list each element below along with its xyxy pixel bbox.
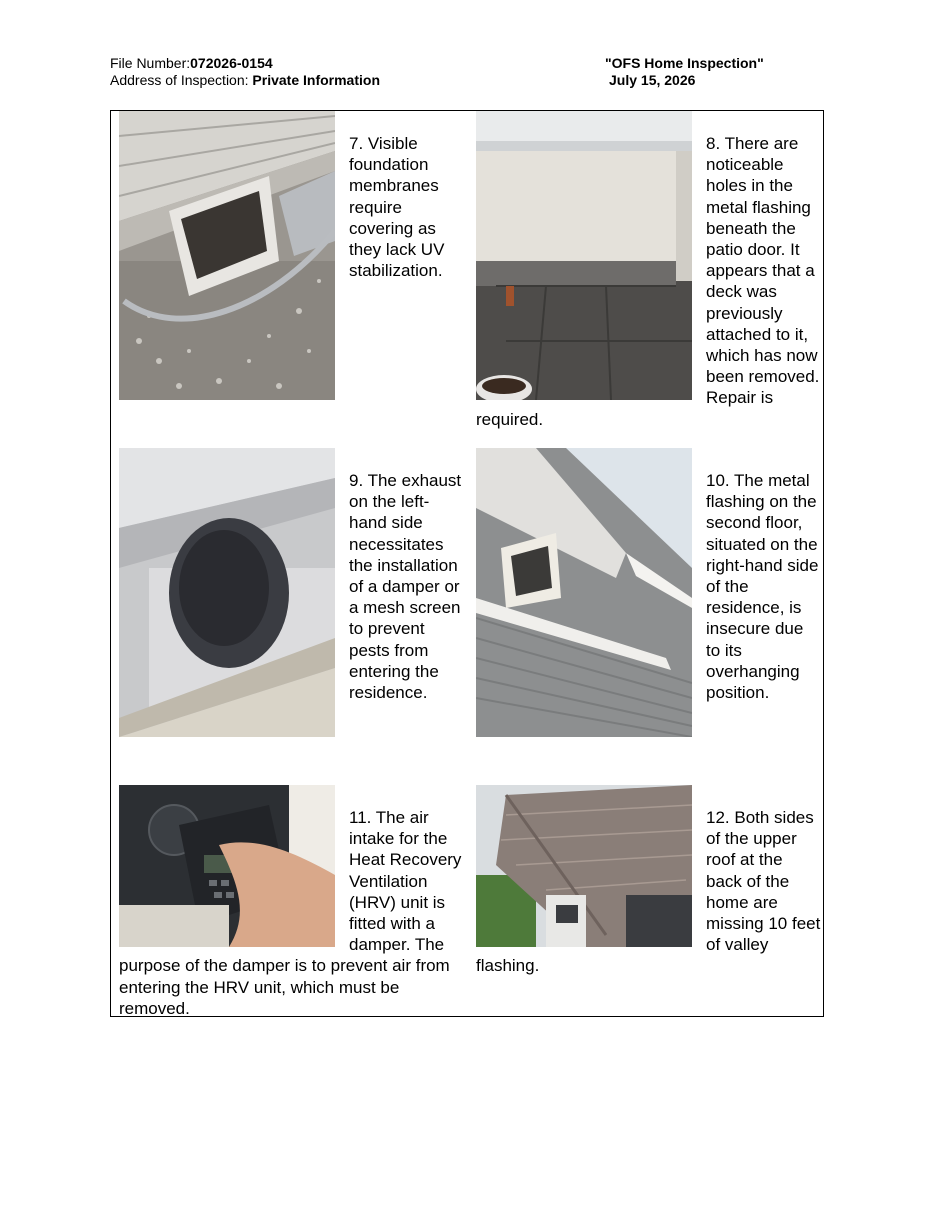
header-file-info: [110, 55, 380, 89]
inspection-item-7: [119, 111, 464, 404]
caption-9: 9. The exhaust on the left-hand side necessitates the installation of a damper or a mesh screen to prevent pests from entering the residence.: [349, 471, 462, 703]
inspection-item-10: [476, 448, 821, 741]
caption-12: 12. Both sides of the upper roof at the back of the home are missing 10 feet of valley flashing.: [476, 808, 821, 976]
photo-grid-frame: [110, 110, 824, 1017]
caption-7: 7. Visible foundation membranes require covering as they lack UV stabilization.: [349, 134, 445, 281]
file-number: 072026-0154: [190, 55, 273, 71]
photo-upper-roof-valley: [476, 785, 692, 947]
header-company-info: [605, 55, 764, 89]
inspection-item-11: [119, 785, 464, 1019]
photo-foundation-membrane: [119, 111, 335, 400]
report-date: July 15, 2026: [609, 72, 696, 88]
caption-10: 10. The metal flashing on the second floor, situated on the right-hand side of the residence, is insecure due to its overhanging position.: [706, 471, 819, 703]
file-number-label: File Number:: [110, 55, 191, 71]
inspection-item-8: [476, 111, 821, 430]
caption-11: 11. The air intake for the Heat Recovery Ventilation (HRV) unit is fitted with a damper. The purpose of the damper is to prevent air from entering the HRV unit, which must be removed.: [119, 808, 462, 1018]
photo-second-floor-flashing: [476, 448, 692, 737]
photo-hrv-intake: [119, 785, 335, 947]
photo-patio-door-flashing: [476, 111, 692, 400]
company-name: "OFS Home Inspection": [605, 55, 764, 71]
address-label: Address of Inspection:: [110, 72, 253, 88]
photo-exhaust-vent: [119, 448, 335, 737]
inspection-item-9: [119, 448, 464, 741]
caption-8: 8. There are noticeable holes in the metal flashing beneath the patio door. It appears that a deck was previously attached to it, which has now been removed. Repair is required.: [476, 134, 820, 429]
inspection-item-12: [476, 785, 821, 977]
address-value: Private Information: [252, 72, 381, 88]
